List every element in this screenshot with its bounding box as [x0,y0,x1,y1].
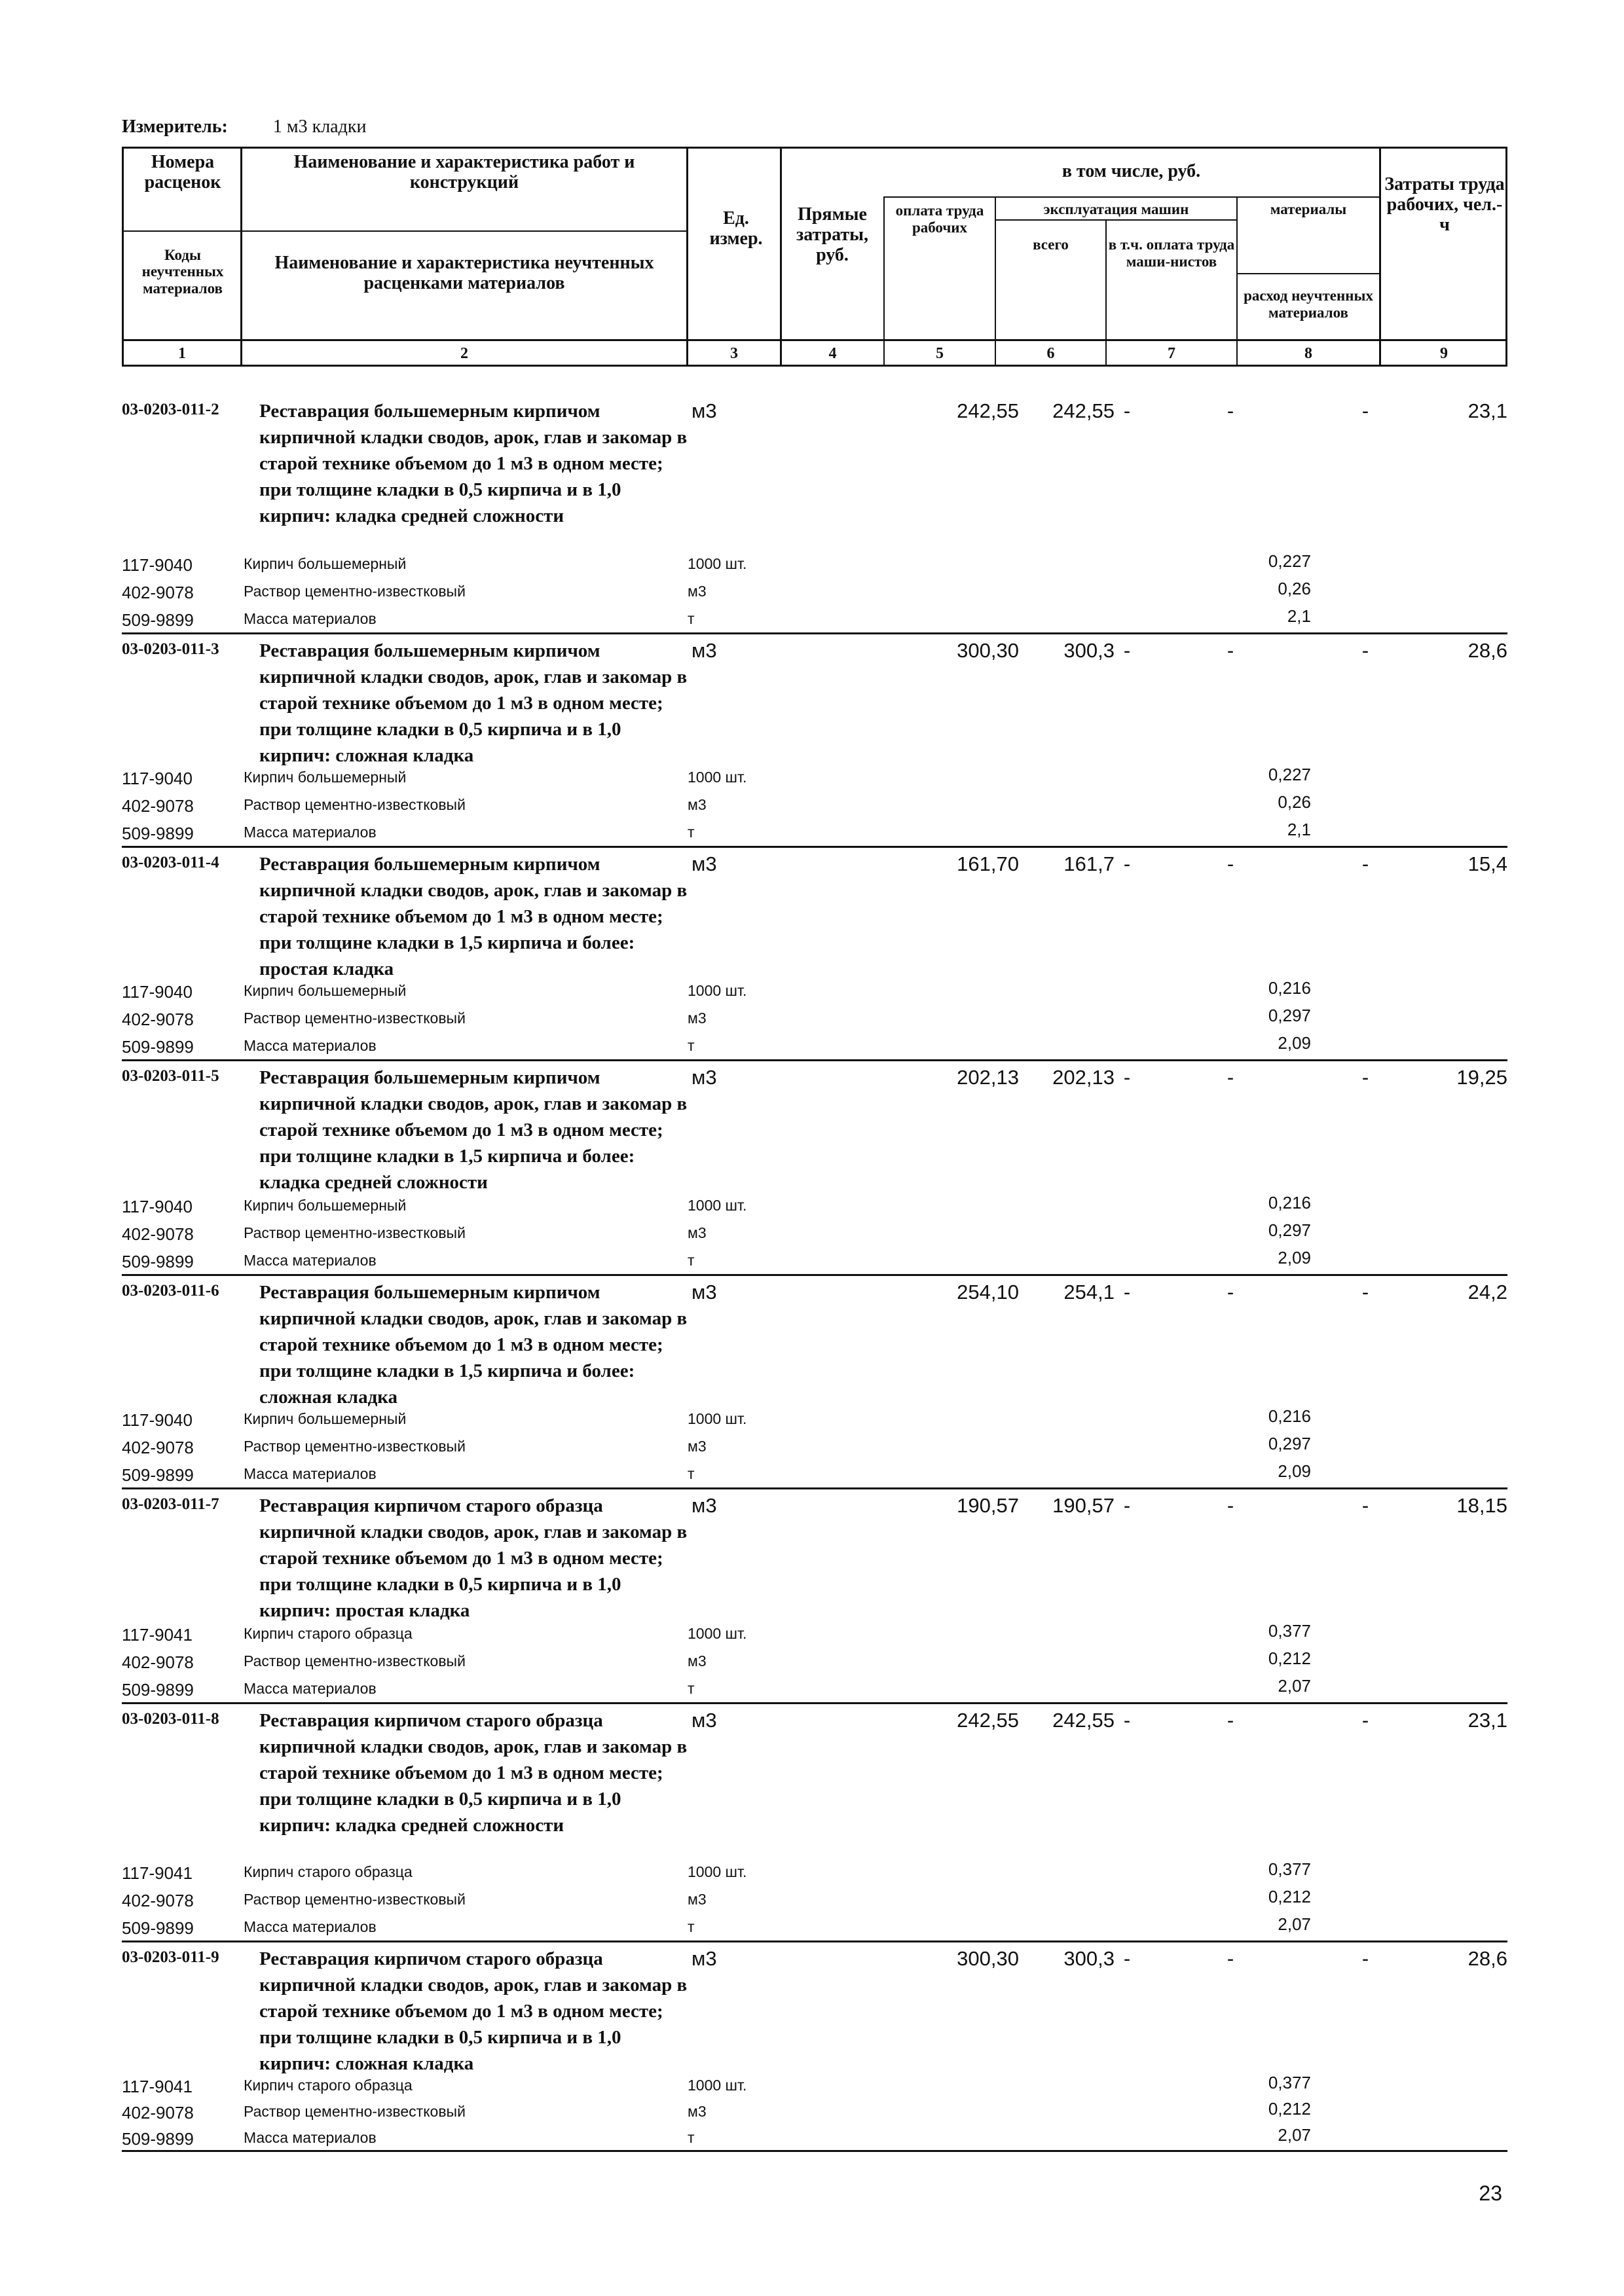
material-code: 402-9078 [122,1652,194,1672]
machine-cost: - [1123,399,1131,422]
measure-value: 1 м3 кладки [272,117,367,137]
material-row [122,792,1507,822]
material-row [122,1220,1507,1250]
direct-cost: 300,30 [957,1947,1019,1970]
material-unit: 1000 шт. [688,1410,747,1427]
material-unit: т [688,2129,695,2146]
direct-cost: 202,13 [957,1066,1019,1089]
col-number: 9 [1440,345,1448,362]
material-qty: 0,212 [1268,2099,1311,2119]
header-col8: расход неучтенных материалов [1244,287,1373,321]
material-unit: 1000 шт. [688,555,747,572]
rate-unit: м3 [692,1281,717,1303]
row-divider [122,1274,1507,1276]
labor-cost: 254,1 [1063,1281,1115,1303]
rate-code: 03-0203-011-8 [122,1710,219,1728]
material-qty: 0,377 [1268,1859,1311,1879]
machinist-labor-cost: - [1227,1281,1234,1303]
material-name: Масса материалов [244,1465,377,1482]
material-qty: 2,09 [1278,1461,1311,1481]
material-qty: 0,377 [1268,1621,1311,1641]
machine-cost: - [1123,1709,1131,1732]
direct-cost: 254,10 [957,1281,1019,1303]
measure-label: Измеритель: [122,117,228,137]
material-unit: т [688,1918,695,1935]
machinist-labor-cost: - [1227,852,1234,875]
rate-unit: м3 [692,852,717,875]
material-qty: 0,297 [1268,1434,1311,1453]
material-name: Масса материалов [244,1918,377,1935]
material-qty: 2,07 [1278,1914,1311,1934]
material-qty: 0,227 [1268,551,1311,571]
material-name: Раствор цементно-известковый [244,2103,466,2120]
material-name: Раствор цементно-известковый [244,1652,466,1669]
material-code: 117-9041 [122,2077,193,2096]
row-divider [122,1059,1507,1061]
material-name: Масса материалов [244,1680,377,1697]
material-name: Масса материалов [244,824,377,841]
col-number: 8 [1304,345,1312,362]
labor-cost: 300,3 [1063,1947,1115,1970]
col-number: 1 [178,345,186,362]
header-machines: эксплуатация машин [1043,201,1189,217]
material-name: Масса материалов [244,1252,377,1269]
table-header [122,147,1507,367]
rate-unit: м3 [692,1709,717,1732]
labor-cost: 161,7 [1063,852,1115,875]
header-col9: Затраты труда рабочих, чел.-ч [1384,174,1505,235]
material-code: 509-9899 [122,2129,194,2149]
labor-hours: 23,1 [1467,399,1507,422]
machinist-labor-cost: - [1227,1494,1234,1517]
material-code: 402-9078 [122,2103,194,2123]
labor-hours: 28,6 [1467,639,1507,662]
material-code: 117-9040 [122,982,193,1002]
labor-hours: 24,2 [1467,1281,1507,1303]
material-name: Раствор цементно-известковый [244,1891,466,1908]
material-cost: - [1361,1494,1369,1517]
material-name: Раствор цементно-известковый [244,1224,466,1241]
material-name: Масса материалов [244,610,377,627]
header-col1-bottom: Коды неучтенных материалов [141,247,224,297]
material-unit: м3 [688,1891,707,1908]
labor-hours: 19,25 [1456,1066,1507,1089]
material-name: Кирпич большемерный [244,555,407,572]
material-code: 402-9078 [122,1891,194,1910]
material-code: 402-9078 [122,583,194,602]
page-number: 23 [1479,2181,1502,2205]
material-row [122,579,1507,609]
machine-cost: - [1123,1947,1131,1970]
material-name: Кирпич большемерный [244,1410,407,1427]
material-row [122,551,1507,581]
header-col2-bottom: Наименование и характеристика неучтенных расценками материалов [274,253,654,293]
header-col3: Ед. измер. [709,208,763,249]
labor-hours: 23,1 [1467,1709,1507,1732]
material-unit: 1000 шт. [688,1625,747,1642]
row-divider [122,846,1507,848]
material-code: 117-9041 [122,1863,193,1883]
machinist-labor-cost: - [1227,399,1234,422]
material-qty: 2,1 [1287,606,1311,626]
machine-cost: - [1123,639,1131,662]
col-number: 5 [936,345,944,362]
rate-unit: м3 [692,1947,717,1970]
measure-line [122,117,366,137]
machine-cost: - [1123,1494,1131,1517]
labor-cost: 242,55 [1052,1709,1115,1732]
rate-unit: м3 [692,1066,717,1089]
rate-unit: м3 [692,399,717,422]
material-qty: 0,297 [1268,1006,1311,1025]
material-name: Раствор цементно-известковый [244,1438,466,1455]
rate-description: Реставрация кирпичом старого образца кирпичной кладки сводов, арок, глав и закомар в старой технике объемом до 1 м3 в одном месте; при толщине кладки в 0,5 кирпича и в 1,0 кирпич: простая кладка [259,1495,688,1621]
material-cost: - [1361,1947,1369,1970]
material-qty: 0,216 [1268,1193,1311,1212]
material-unit: т [688,1037,695,1054]
material-unit: т [688,1465,695,1482]
material-unit: м3 [688,1010,707,1027]
material-unit: м3 [688,1224,707,1241]
material-unit: м3 [688,796,707,813]
rate-row [122,1493,1507,1624]
material-code: 117-9040 [122,1197,193,1216]
material-qty: 0,212 [1268,1649,1311,1668]
material-code: 117-9040 [122,769,193,788]
rate-row [122,398,1507,555]
material-unit: 1000 шт. [688,1863,747,1880]
machinist-labor-cost: - [1227,1947,1234,1970]
material-name: Кирпич старого образца [244,1625,413,1642]
material-unit: т [688,1680,695,1697]
material-qty: 2,1 [1287,820,1311,839]
material-code: 509-9899 [122,1037,194,1057]
material-code: 509-9899 [122,824,194,843]
rate-description: Реставрация кирпичом старого образца кирпичной кладки сводов, арок, глав и закомар в старой технике объемом до 1 м3 в одном месте; при толщине кладки в 0,5 кирпича и в 1,0 кирпич: кладка средней сложности [259,1710,688,1836]
row-divider [122,2150,1507,2152]
material-name: Масса материалов [244,1037,377,1054]
material-code: 402-9078 [122,1438,194,1457]
material-qty: 0,212 [1268,1887,1311,1906]
material-qty: 0,216 [1268,1406,1311,1426]
material-code: 402-9078 [122,1010,194,1029]
material-row [122,1621,1507,1651]
machine-cost: - [1123,852,1131,875]
rate-code: 03-0203-011-5 [122,1067,219,1085]
material-qty: 0,26 [1278,579,1311,598]
material-name: Кирпич большемерный [244,1197,407,1214]
row-divider [122,1941,1507,1942]
direct-cost: 300,30 [957,639,1019,662]
row-divider [122,1487,1507,1489]
rate-row [122,1707,1507,1865]
labor-cost: 300,3 [1063,639,1115,662]
material-row [122,1434,1507,1464]
material-name: Кирпич большемерный [244,769,407,786]
material-unit: т [688,824,695,841]
material-code: 117-9040 [122,1410,193,1430]
rate-code: 03-0203-011-7 [122,1495,219,1513]
rate-description: Реставрация большемерным кирпичом кирпичной кладки сводов, арок, глав и закомар в старой технике объемом до 1 м3 в одном месте; при толщине кладки в 1,5 кирпича и более: кладка средней сложности [259,1067,688,1193]
header-materials: материалы [1270,201,1347,217]
rate-row [122,1279,1507,1410]
rate-code: 03-0203-011-4 [122,854,219,871]
material-name: Раствор цементно-известковый [244,583,466,600]
material-unit: м3 [688,2103,707,2120]
material-row [122,978,1507,1008]
material-qty: 0,227 [1268,765,1311,784]
material-code: 509-9899 [122,1918,194,1938]
machinist-labor-cost: - [1227,639,1234,662]
rate-code: 03-0203-011-3 [122,640,219,658]
rate-description: Реставрация большемерным кирпичом кирпичной кладки сводов, арок, глав и закомар в старой технике объемом до 1 м3 в одном месте; при толщине кладки в 0,5 кирпича и в 1,0 кирпич: кладка средней сложности [259,401,688,526]
material-unit: 1000 шт. [688,769,747,786]
rate-row [122,851,1507,982]
row-divider [122,1702,1507,1704]
rate-description: Реставрация большемерным кирпичом кирпичной кладки сводов, арок, глав и закомар в старой технике объемом до 1 м3 в одном месте; при толщине кладки в 1,5 кирпича и более: простая кладка [259,854,688,979]
header-col2-top: Наименование и характеристика работ и конструкций [293,152,635,192]
machine-cost: - [1123,1066,1131,1089]
col-number: 2 [460,345,468,362]
material-code: 402-9078 [122,1224,194,1244]
col-number: 4 [828,345,837,362]
material-code: 509-9899 [122,1252,194,1271]
header-col1-top: Номера расценок [144,152,221,192]
material-cost: - [1361,1709,1369,1732]
rate-description: Реставрация большемерным кирпичом кирпичной кладки сводов, арок, глав и закомар в старой технике объемом до 1 м3 в одном месте; при толщине кладки в 0,5 кирпича и в 1,0 кирпич: сложная кладка [259,640,688,766]
material-name: Кирпич большемерный [244,982,407,999]
direct-cost: 190,57 [957,1494,1019,1517]
machinist-labor-cost: - [1227,1066,1234,1089]
rate-code: 03-0203-011-9 [122,1948,219,1966]
row-divider [122,632,1507,634]
material-qty: 2,09 [1278,1248,1311,1267]
material-name: Раствор цементно-известковый [244,796,466,813]
material-name: Кирпич старого образца [244,1863,413,1880]
material-code: 117-9040 [122,555,193,575]
col-number: 7 [1168,345,1175,362]
material-row [122,1887,1507,1917]
material-name: Масса материалов [244,2129,377,2146]
direct-cost: 161,70 [957,852,1019,875]
material-row [122,1006,1507,1036]
col-number: 3 [730,345,738,362]
header-group: в том числе, руб. [1061,161,1201,181]
rate-description: Реставрация большемерным кирпичом кирпичной кладки сводов, арок, глав и закомар в старой технике объемом до 1 м3 в одном месте; при толщине кладки в 1,5 кирпича и более: сложная кладка [259,1282,688,1408]
direct-cost: 242,55 [957,1709,1019,1732]
material-code: 117-9041 [122,1625,193,1645]
labor-cost: 242,55 [1052,399,1115,422]
labor-hours: 18,15 [1456,1494,1507,1517]
material-unit: 1000 шт. [688,1197,747,1214]
material-name: Раствор цементно-известковый [244,1010,466,1027]
material-qty: 2,07 [1278,1676,1311,1696]
material-unit: м3 [688,1438,707,1455]
material-row [122,765,1507,795]
machine-cost: - [1123,1281,1131,1303]
material-unit: м3 [688,583,707,600]
material-code: 509-9899 [122,1465,194,1485]
labor-cost: 190,57 [1052,1494,1115,1517]
labor-hours: 28,6 [1467,1947,1507,1970]
material-qty: 0,377 [1268,2073,1311,2092]
material-qty: 0,297 [1268,1220,1311,1240]
material-qty: 2,07 [1278,2125,1311,2145]
rate-row [122,638,1507,769]
material-cost: - [1361,1066,1369,1089]
material-cost: - [1361,852,1369,875]
material-row [122,1649,1507,1679]
machinist-labor-cost: - [1227,1709,1234,1732]
material-qty: 0,26 [1278,792,1311,812]
rate-code: 03-0203-011-2 [122,401,219,418]
material-row [122,1193,1507,1223]
material-code: 509-9899 [122,1680,194,1700]
material-cost: - [1361,639,1369,662]
material-cost: - [1361,1281,1369,1303]
header-col6: всего [1033,236,1069,253]
material-row [122,1859,1507,1889]
header-col4: Прямые затраты, руб. [796,204,869,265]
rate-description: Реставрация кирпичом старого образца кирпичной кладки сводов, арок, глав и закомар в старой технике объемом до 1 м3 в одном месте; при толщине кладки в 0,5 кирпича и в 1,0 кирпич: сложная кладка [259,1948,688,2074]
material-row [122,1406,1507,1436]
labor-hours: 15,4 [1467,852,1507,875]
material-qty: 0,216 [1268,978,1311,998]
rate-row [122,1065,1507,1195]
material-unit: 1000 шт. [688,982,747,999]
col-number: 6 [1046,345,1055,362]
material-unit: м3 [688,1652,707,1669]
material-code: 509-9899 [122,610,194,630]
labor-cost: 202,13 [1052,1066,1115,1089]
material-unit: т [688,1252,695,1269]
material-code: 402-9078 [122,796,194,816]
direct-cost: 242,55 [957,399,1019,422]
header-col5: оплата труда рабочих [895,202,984,236]
material-unit: т [688,610,695,627]
header-col7: в т.ч. оплата труда маши-нистов [1108,236,1235,270]
rate-unit: м3 [692,639,717,662]
material-name: Кирпич старого образца [244,2077,413,2094]
rate-row [122,1946,1507,2077]
rate-unit: м3 [692,1494,717,1517]
material-cost: - [1361,399,1369,422]
material-qty: 2,09 [1278,1033,1311,1053]
material-unit: 1000 шт. [688,2077,747,2094]
rate-code: 03-0203-011-6 [122,1282,219,1300]
